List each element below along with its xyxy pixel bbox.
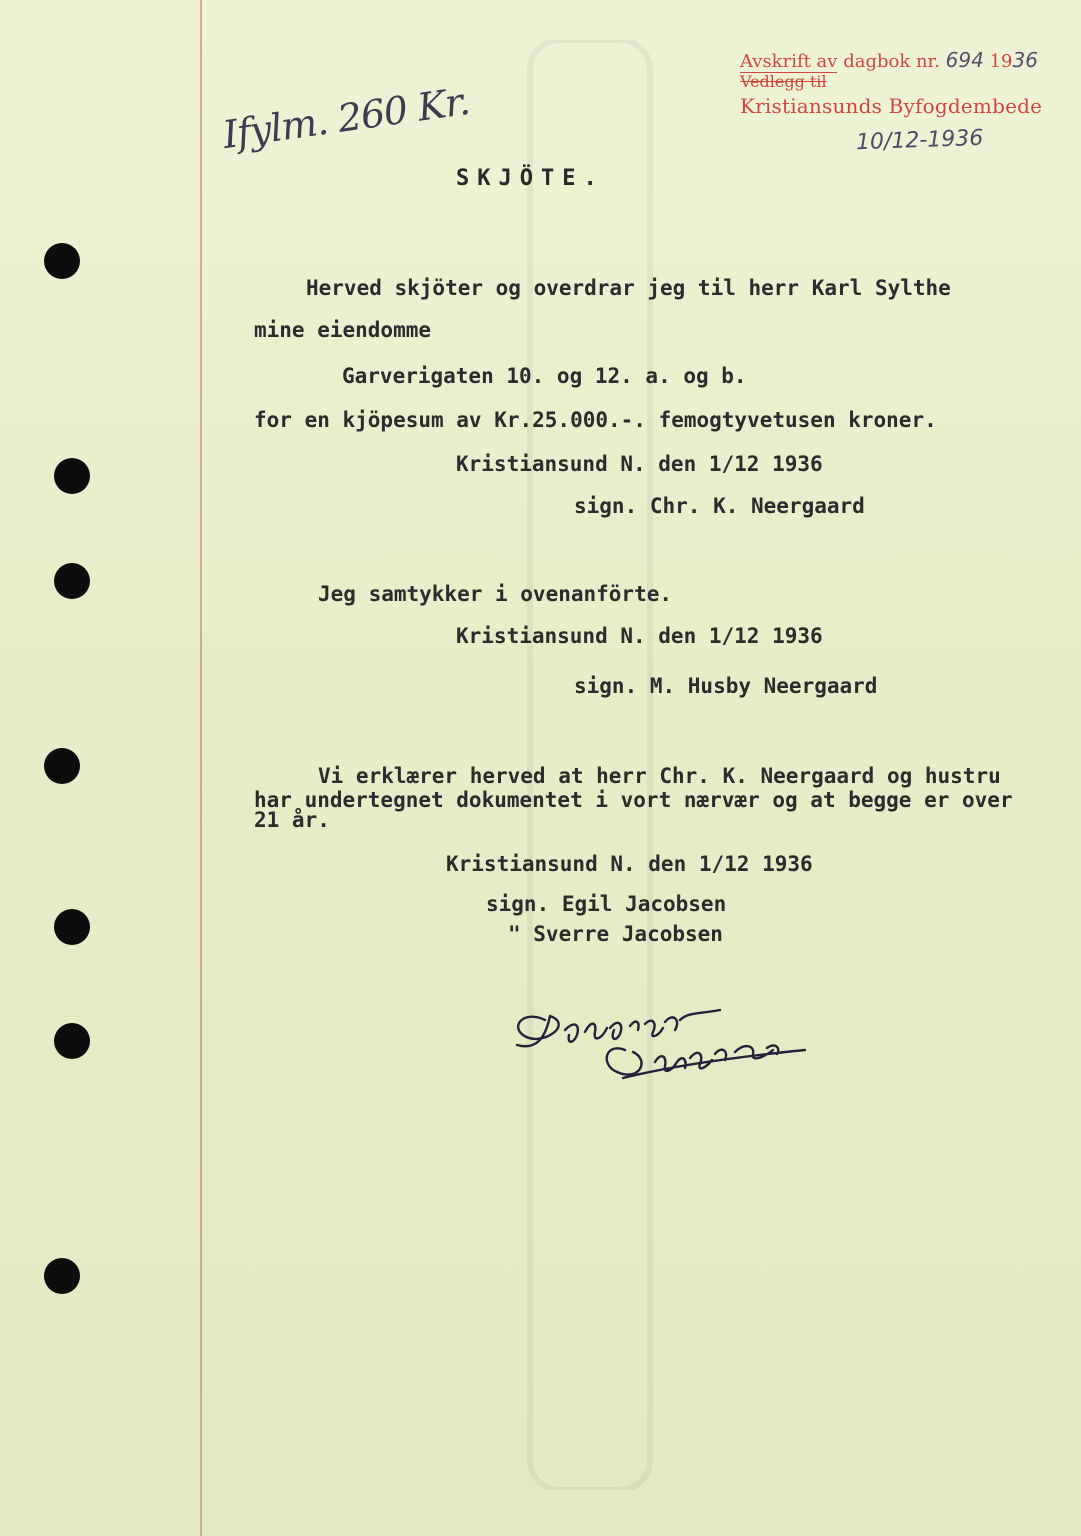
handwritten-fee-note: Ifylm. 260 Kr. — [220, 78, 472, 158]
stamp-dagbok-label: dagbok nr. — [843, 51, 940, 72]
signature-line: " Sverre Jacobsen — [508, 922, 723, 946]
punch-hole — [44, 243, 80, 279]
stamp-vedlegg: Vedlegg til — [740, 72, 827, 91]
stamp-year-suffix: 36 — [1012, 48, 1038, 72]
stamp-dagbok-number: 694 — [945, 48, 984, 72]
stamp-dagbok-row — [740, 48, 1038, 73]
place-date-line: Kristiansund N. den 1/12 1936 — [446, 852, 813, 876]
body-line: Jeg samtykker i ovenanförte. — [318, 582, 673, 606]
punch-hole — [54, 563, 90, 599]
body-line: for en kjöpesum av Kr.25.000.-. femogtyvetusen kroner. — [254, 408, 937, 432]
stamp-date: 10/12-1936 — [855, 125, 984, 156]
body-line: Herved skjöter og overdrar jeg til herr Karl Sylthe — [306, 276, 951, 300]
signature-line: sign. Chr. K. Neergaard — [574, 494, 865, 518]
punch-hole — [44, 1258, 80, 1294]
document-title: SKJÖTE. — [456, 166, 605, 191]
punch-hole — [54, 1023, 90, 1059]
margin-line — [200, 0, 202, 1536]
body-line: mine eiendomme — [254, 318, 432, 342]
body-line: har undertegnet dokumentet i vort nærvær og at begge er over — [254, 788, 1013, 812]
punch-hole — [44, 748, 80, 784]
body-line: Garverigaten 10. og 12. a. og b. — [342, 364, 747, 388]
stamp-prefix: Avskrift av — [740, 51, 838, 72]
signature-line: sign. Egil Jacobsen — [486, 892, 727, 916]
place-date-line: Kristiansund N. den 1/12 1936 — [456, 452, 823, 476]
punch-hole — [54, 909, 90, 945]
signature-line: sign. M. Husby Neergaard — [574, 674, 878, 698]
stamp-year-prefix: 19 — [989, 51, 1013, 72]
punch-hole — [54, 458, 90, 494]
stamp-office: Kristiansunds Byfogdembede — [740, 94, 1043, 118]
body-line: 21 år. — [254, 808, 330, 832]
place-date-line: Kristiansund N. den 1/12 1936 — [456, 624, 823, 648]
body-line: Vi erklærer herved at herr Chr. K. Neergaard og hustru — [318, 764, 1001, 788]
handwritten-signature — [505, 990, 825, 1100]
